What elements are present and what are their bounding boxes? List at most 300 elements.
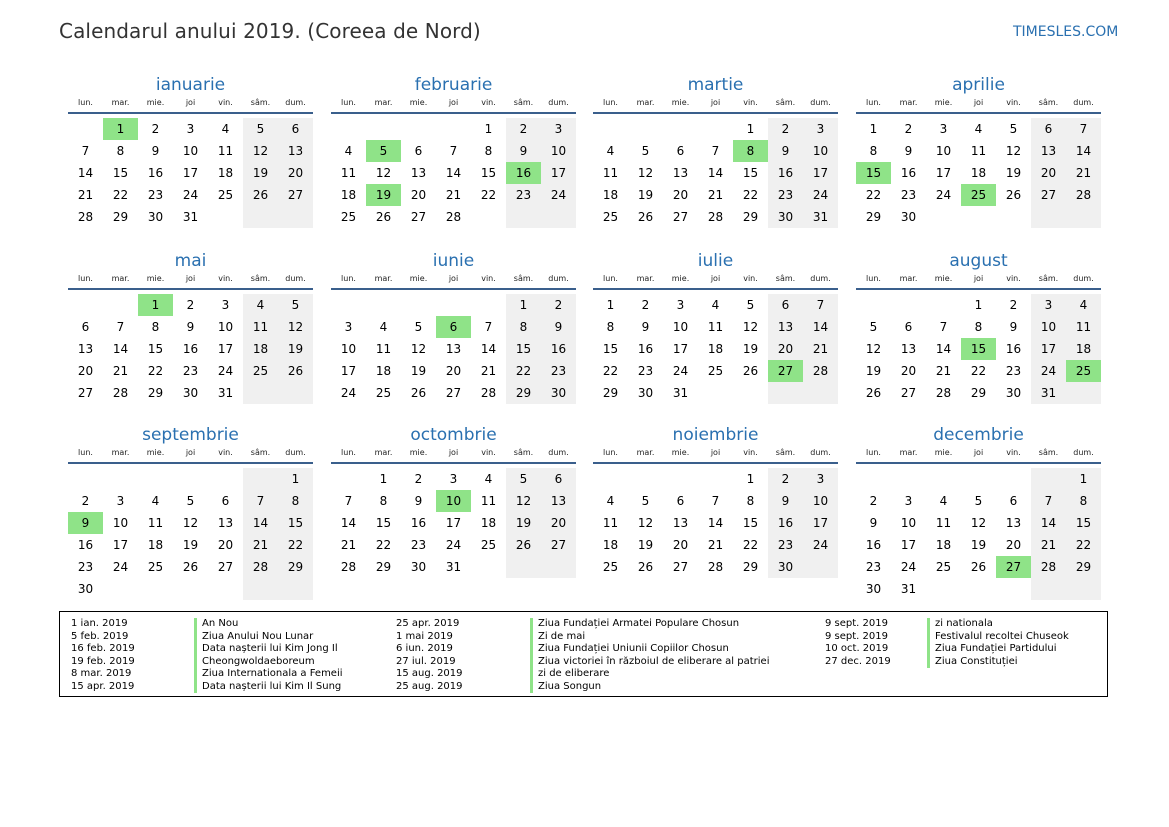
day-cell[interactable]: 8 bbox=[733, 140, 768, 162]
day-cell[interactable]: 6 bbox=[768, 294, 803, 316]
day-cell[interactable]: 5 bbox=[243, 118, 278, 140]
day-cell[interactable]: 11 bbox=[707, 320, 724, 334]
day-cell[interactable]: 21 bbox=[340, 538, 357, 552]
day-cell[interactable]: 26 bbox=[243, 184, 278, 206]
day-cell[interactable]: 14 bbox=[1066, 140, 1101, 162]
day-cell[interactable]: 2 bbox=[414, 472, 423, 486]
day-cell[interactable]: 7 bbox=[711, 144, 720, 158]
day-cell[interactable]: 26 bbox=[410, 386, 427, 400]
day-cell[interactable]: 22 bbox=[112, 188, 129, 202]
day-cell[interactable]: 13 bbox=[768, 316, 803, 338]
day-cell[interactable]: 2 bbox=[1009, 298, 1018, 312]
day-cell[interactable]: 10 bbox=[803, 490, 838, 512]
day-cell[interactable]: 13 bbox=[672, 166, 689, 180]
day-cell[interactable]: 1 bbox=[278, 468, 313, 490]
day-cell[interactable]: 15 bbox=[961, 338, 996, 360]
day-cell[interactable]: 9 bbox=[506, 140, 541, 162]
day-cell[interactable]: 18 bbox=[602, 188, 619, 202]
day-cell[interactable]: 10 bbox=[340, 342, 357, 356]
day-cell[interactable]: 28 bbox=[707, 210, 724, 224]
day-cell[interactable]: 14 bbox=[707, 516, 724, 530]
day-cell[interactable]: 11 bbox=[602, 516, 619, 530]
day-cell[interactable]: 10 bbox=[672, 320, 689, 334]
day-cell[interactable]: 3 bbox=[449, 472, 458, 486]
day-cell[interactable]: 31 bbox=[182, 210, 199, 224]
day-cell[interactable]: 30 bbox=[865, 582, 882, 596]
day-cell[interactable]: 29 bbox=[865, 210, 882, 224]
day-cell[interactable]: 28 bbox=[1066, 184, 1101, 206]
day-cell[interactable]: 25 bbox=[935, 560, 952, 574]
day-cell[interactable]: 1 bbox=[746, 122, 755, 136]
day-cell[interactable]: 30 bbox=[410, 560, 427, 574]
day-cell[interactable]: 9 bbox=[904, 144, 913, 158]
day-cell[interactable]: 5 bbox=[186, 494, 195, 508]
day-cell[interactable]: 16 bbox=[541, 338, 576, 360]
day-cell[interactable]: 20 bbox=[410, 188, 427, 202]
day-cell[interactable]: 27 bbox=[996, 556, 1031, 578]
day-cell[interactable]: 7 bbox=[803, 294, 838, 316]
day-cell[interactable]: 3 bbox=[344, 320, 353, 334]
day-cell[interactable]: 4 bbox=[243, 294, 278, 316]
day-cell[interactable]: 17 bbox=[672, 342, 689, 356]
day-cell[interactable]: 25 bbox=[217, 188, 234, 202]
day-cell[interactable]: 29 bbox=[1066, 556, 1101, 578]
day-cell[interactable]: 8 bbox=[278, 490, 313, 512]
day-cell[interactable]: 28 bbox=[480, 386, 497, 400]
day-cell[interactable]: 11 bbox=[243, 316, 278, 338]
day-cell[interactable]: 5 bbox=[641, 144, 650, 158]
day-cell[interactable]: 29 bbox=[970, 386, 987, 400]
day-cell[interactable]: 13 bbox=[1031, 140, 1066, 162]
day-cell[interactable]: 23 bbox=[541, 360, 576, 382]
day-cell[interactable]: 26 bbox=[278, 360, 313, 382]
day-cell[interactable]: 21 bbox=[1031, 534, 1066, 556]
day-cell[interactable]: 28 bbox=[803, 360, 838, 382]
day-cell[interactable]: 5 bbox=[366, 140, 401, 162]
day-cell[interactable]: 18 bbox=[217, 166, 234, 180]
day-cell[interactable]: 4 bbox=[151, 494, 160, 508]
day-cell[interactable]: 16 bbox=[77, 538, 94, 552]
day-cell[interactable]: 27 bbox=[768, 360, 803, 382]
day-cell[interactable]: 18 bbox=[1066, 338, 1101, 360]
day-cell[interactable]: 4 bbox=[344, 144, 353, 158]
day-cell[interactable]: 17 bbox=[803, 512, 838, 534]
day-cell[interactable]: 29 bbox=[742, 210, 759, 224]
day-cell[interactable]: 27 bbox=[410, 210, 427, 224]
day-cell[interactable]: 31 bbox=[900, 582, 917, 596]
day-cell[interactable]: 18 bbox=[375, 364, 392, 378]
day-cell[interactable]: 4 bbox=[939, 494, 948, 508]
day-cell[interactable]: 5 bbox=[1009, 122, 1018, 136]
day-cell[interactable]: 26 bbox=[506, 534, 541, 556]
day-cell[interactable]: 21 bbox=[243, 534, 278, 556]
day-cell[interactable]: 3 bbox=[939, 122, 948, 136]
day-cell[interactable]: 25 bbox=[602, 210, 619, 224]
day-cell[interactable]: 9 bbox=[1009, 320, 1018, 334]
day-cell[interactable]: 4 bbox=[221, 122, 230, 136]
day-cell[interactable]: 13 bbox=[1005, 516, 1022, 530]
day-cell[interactable]: 23 bbox=[410, 538, 427, 552]
day-cell[interactable]: 17 bbox=[182, 166, 199, 180]
day-cell[interactable]: 28 bbox=[1031, 556, 1066, 578]
day-cell[interactable]: 10 bbox=[217, 320, 234, 334]
day-cell[interactable]: 1 bbox=[869, 122, 878, 136]
day-cell[interactable]: 9 bbox=[414, 494, 423, 508]
day-cell[interactable]: 14 bbox=[707, 166, 724, 180]
day-cell[interactable]: 8 bbox=[746, 494, 755, 508]
day-cell[interactable]: 18 bbox=[243, 338, 278, 360]
day-cell[interactable]: 25 bbox=[602, 560, 619, 574]
day-cell[interactable]: 16 bbox=[506, 162, 541, 184]
day-cell[interactable]: 3 bbox=[116, 494, 125, 508]
day-cell[interactable]: 2 bbox=[768, 118, 803, 140]
day-cell[interactable]: 6 bbox=[541, 468, 576, 490]
day-cell[interactable]: 15 bbox=[375, 516, 392, 530]
day-cell[interactable]: 26 bbox=[742, 364, 759, 378]
day-cell[interactable]: 3 bbox=[803, 118, 838, 140]
day-cell[interactable]: 22 bbox=[742, 188, 759, 202]
day-cell[interactable]: 24 bbox=[112, 560, 129, 574]
day-cell[interactable]: 20 bbox=[541, 512, 576, 534]
day-cell[interactable]: 29 bbox=[147, 386, 164, 400]
day-cell[interactable]: 17 bbox=[541, 162, 576, 184]
day-cell[interactable]: 7 bbox=[711, 494, 720, 508]
day-cell[interactable]: 29 bbox=[602, 386, 619, 400]
day-cell[interactable]: 10 bbox=[1031, 316, 1066, 338]
day-cell[interactable]: 10 bbox=[182, 144, 199, 158]
day-cell[interactable]: 9 bbox=[641, 320, 650, 334]
day-cell[interactable]: 23 bbox=[768, 534, 803, 556]
day-cell[interactable]: 3 bbox=[676, 298, 685, 312]
day-cell[interactable]: 6 bbox=[81, 320, 90, 334]
day-cell[interactable]: 30 bbox=[182, 386, 199, 400]
day-cell[interactable]: 23 bbox=[147, 188, 164, 202]
day-cell[interactable]: 31 bbox=[803, 206, 838, 228]
day-cell[interactable]: 27 bbox=[900, 386, 917, 400]
day-cell[interactable]: 27 bbox=[672, 210, 689, 224]
day-cell[interactable]: 1 bbox=[974, 298, 983, 312]
day-cell[interactable]: 22 bbox=[1066, 534, 1101, 556]
day-cell[interactable]: 28 bbox=[112, 386, 129, 400]
day-cell[interactable]: 13 bbox=[900, 342, 917, 356]
day-cell[interactable]: 9 bbox=[869, 516, 878, 530]
day-cell[interactable]: 15 bbox=[742, 166, 759, 180]
day-cell[interactable]: 1 bbox=[746, 472, 755, 486]
brand-link[interactable]: TIMESLES.COM bbox=[1013, 24, 1119, 40]
day-cell[interactable]: 24 bbox=[803, 184, 838, 206]
day-cell[interactable]: 3 bbox=[803, 468, 838, 490]
day-cell[interactable]: 11 bbox=[480, 494, 497, 508]
day-cell[interactable]: 19 bbox=[1005, 166, 1022, 180]
day-cell[interactable]: 10 bbox=[900, 516, 917, 530]
day-cell[interactable]: 19 bbox=[970, 538, 987, 552]
day-cell[interactable]: 14 bbox=[243, 512, 278, 534]
day-cell[interactable]: 8 bbox=[974, 320, 983, 334]
day-cell[interactable]: 19 bbox=[637, 188, 654, 202]
day-cell[interactable]: 12 bbox=[1005, 144, 1022, 158]
day-cell[interactable]: 5 bbox=[278, 294, 313, 316]
day-cell[interactable]: 12 bbox=[278, 316, 313, 338]
day-cell[interactable]: 21 bbox=[707, 188, 724, 202]
day-cell[interactable]: 10 bbox=[935, 144, 952, 158]
day-cell[interactable]: 1 bbox=[606, 298, 615, 312]
day-cell[interactable]: 23 bbox=[768, 184, 803, 206]
day-cell[interactable]: 15 bbox=[506, 338, 541, 360]
day-cell[interactable]: 31 bbox=[445, 560, 462, 574]
day-cell[interactable]: 7 bbox=[1031, 490, 1066, 512]
day-cell[interactable]: 2 bbox=[869, 494, 878, 508]
day-cell[interactable]: 24 bbox=[541, 184, 576, 206]
day-cell[interactable]: 23 bbox=[77, 560, 94, 574]
day-cell[interactable]: 28 bbox=[935, 386, 952, 400]
day-cell[interactable]: 17 bbox=[803, 162, 838, 184]
day-cell[interactable]: 27 bbox=[217, 560, 234, 574]
day-cell[interactable]: 27 bbox=[77, 386, 94, 400]
day-cell[interactable]: 24 bbox=[803, 534, 838, 556]
day-cell[interactable]: 14 bbox=[77, 166, 94, 180]
day-cell[interactable]: 5 bbox=[746, 298, 755, 312]
day-cell[interactable]: 11 bbox=[970, 144, 987, 158]
day-cell[interactable]: 4 bbox=[1066, 294, 1101, 316]
day-cell[interactable]: 20 bbox=[445, 364, 462, 378]
day-cell[interactable]: 20 bbox=[278, 162, 313, 184]
day-cell[interactable]: 15 bbox=[147, 342, 164, 356]
day-cell[interactable]: 25 bbox=[480, 538, 497, 552]
day-cell[interactable]: 14 bbox=[480, 342, 497, 356]
day-cell[interactable]: 4 bbox=[379, 320, 388, 334]
day-cell[interactable]: 12 bbox=[506, 490, 541, 512]
day-cell[interactable]: 4 bbox=[711, 298, 720, 312]
day-cell[interactable]: 3 bbox=[541, 118, 576, 140]
day-cell[interactable]: 12 bbox=[375, 166, 392, 180]
day-cell[interactable]: 11 bbox=[217, 144, 234, 158]
day-cell[interactable]: 23 bbox=[865, 560, 882, 574]
day-cell[interactable]: 25 bbox=[243, 360, 278, 382]
day-cell[interactable]: 8 bbox=[506, 316, 541, 338]
day-cell[interactable]: 11 bbox=[147, 516, 164, 530]
day-cell[interactable]: 1 bbox=[1066, 468, 1101, 490]
day-cell[interactable]: 30 bbox=[637, 386, 654, 400]
day-cell[interactable]: 29 bbox=[375, 560, 392, 574]
day-cell[interactable]: 13 bbox=[672, 516, 689, 530]
day-cell[interactable]: 18 bbox=[147, 538, 164, 552]
day-cell[interactable]: 11 bbox=[1066, 316, 1101, 338]
day-cell[interactable]: 2 bbox=[151, 122, 160, 136]
day-cell[interactable]: 12 bbox=[865, 342, 882, 356]
day-cell[interactable]: 30 bbox=[147, 210, 164, 224]
day-cell[interactable]: 13 bbox=[217, 516, 234, 530]
day-cell[interactable]: 7 bbox=[116, 320, 125, 334]
day-cell[interactable]: 24 bbox=[445, 538, 462, 552]
day-cell[interactable]: 7 bbox=[484, 320, 493, 334]
day-cell[interactable]: 2 bbox=[186, 298, 195, 312]
day-cell[interactable]: 23 bbox=[506, 184, 541, 206]
day-cell[interactable]: 9 bbox=[68, 512, 103, 534]
day-cell[interactable]: 5 bbox=[641, 494, 650, 508]
day-cell[interactable]: 29 bbox=[742, 560, 759, 574]
day-cell[interactable]: 22 bbox=[742, 538, 759, 552]
day-cell[interactable]: 18 bbox=[602, 538, 619, 552]
day-cell[interactable]: 31 bbox=[1031, 382, 1066, 404]
day-cell[interactable]: 14 bbox=[803, 316, 838, 338]
day-cell[interactable]: 18 bbox=[480, 516, 497, 530]
day-cell[interactable]: 6 bbox=[414, 144, 423, 158]
day-cell[interactable]: 25 bbox=[147, 560, 164, 574]
day-cell[interactable]: 24 bbox=[1031, 360, 1066, 382]
day-cell[interactable]: 27 bbox=[541, 534, 576, 556]
day-cell[interactable]: 15 bbox=[112, 166, 129, 180]
day-cell[interactable]: 13 bbox=[445, 342, 462, 356]
day-cell[interactable]: 12 bbox=[410, 342, 427, 356]
day-cell[interactable]: 23 bbox=[637, 364, 654, 378]
day-cell[interactable]: 16 bbox=[865, 538, 882, 552]
day-cell[interactable]: 28 bbox=[77, 210, 94, 224]
day-cell[interactable]: 1 bbox=[379, 472, 388, 486]
day-cell[interactable]: 9 bbox=[768, 490, 803, 512]
day-cell[interactable]: 16 bbox=[637, 342, 654, 356]
day-cell[interactable]: 10 bbox=[541, 140, 576, 162]
day-cell[interactable]: 22 bbox=[506, 360, 541, 382]
day-cell[interactable]: 2 bbox=[506, 118, 541, 140]
day-cell[interactable]: 21 bbox=[935, 364, 952, 378]
day-cell[interactable]: 4 bbox=[606, 494, 615, 508]
day-cell[interactable]: 21 bbox=[112, 364, 129, 378]
day-cell[interactable]: 6 bbox=[278, 118, 313, 140]
day-cell[interactable]: 7 bbox=[243, 490, 278, 512]
day-cell[interactable]: 12 bbox=[742, 320, 759, 334]
day-cell[interactable]: 26 bbox=[865, 386, 882, 400]
day-cell[interactable]: 15 bbox=[1066, 512, 1101, 534]
day-cell[interactable]: 12 bbox=[243, 140, 278, 162]
day-cell[interactable]: 13 bbox=[278, 140, 313, 162]
day-cell[interactable]: 24 bbox=[935, 188, 952, 202]
day-cell[interactable]: 19 bbox=[182, 538, 199, 552]
day-cell[interactable]: 6 bbox=[1031, 118, 1066, 140]
day-cell[interactable]: 30 bbox=[768, 206, 803, 228]
day-cell[interactable]: 26 bbox=[637, 210, 654, 224]
day-cell[interactable]: 19 bbox=[637, 538, 654, 552]
day-cell[interactable]: 3 bbox=[221, 298, 230, 312]
day-cell[interactable]: 9 bbox=[186, 320, 195, 334]
day-cell[interactable]: 9 bbox=[541, 316, 576, 338]
day-cell[interactable]: 7 bbox=[1066, 118, 1101, 140]
day-cell[interactable]: 19 bbox=[865, 364, 882, 378]
day-cell[interactable]: 10 bbox=[803, 140, 838, 162]
day-cell[interactable]: 6 bbox=[436, 316, 471, 338]
day-cell[interactable]: 14 bbox=[445, 166, 462, 180]
day-cell[interactable]: 4 bbox=[606, 144, 615, 158]
day-cell[interactable]: 27 bbox=[278, 184, 313, 206]
day-cell[interactable]: 3 bbox=[1031, 294, 1066, 316]
day-cell[interactable]: 29 bbox=[278, 556, 313, 578]
day-cell[interactable]: 28 bbox=[243, 556, 278, 578]
day-cell[interactable]: 19 bbox=[366, 184, 401, 206]
day-cell[interactable]: 17 bbox=[1031, 338, 1066, 360]
day-cell[interactable]: 8 bbox=[116, 144, 125, 158]
day-cell[interactable]: 22 bbox=[970, 364, 987, 378]
day-cell[interactable]: 17 bbox=[935, 166, 952, 180]
day-cell[interactable]: 19 bbox=[410, 364, 427, 378]
day-cell[interactable]: 18 bbox=[707, 342, 724, 356]
day-cell[interactable]: 20 bbox=[900, 364, 917, 378]
day-cell[interactable]: 5 bbox=[506, 468, 541, 490]
day-cell[interactable]: 14 bbox=[340, 516, 357, 530]
day-cell[interactable]: 24 bbox=[672, 364, 689, 378]
day-cell[interactable]: 18 bbox=[340, 188, 357, 202]
day-cell[interactable]: 27 bbox=[445, 386, 462, 400]
day-cell[interactable]: 17 bbox=[112, 538, 129, 552]
day-cell[interactable]: 12 bbox=[970, 516, 987, 530]
day-cell[interactable]: 2 bbox=[81, 494, 90, 508]
day-cell[interactable]: 26 bbox=[375, 210, 392, 224]
day-cell[interactable]: 28 bbox=[707, 560, 724, 574]
day-cell[interactable]: 18 bbox=[935, 538, 952, 552]
day-cell[interactable]: 8 bbox=[606, 320, 615, 334]
day-cell[interactable]: 20 bbox=[1031, 162, 1066, 184]
day-cell[interactable]: 7 bbox=[81, 144, 90, 158]
day-cell[interactable]: 22 bbox=[278, 534, 313, 556]
day-cell[interactable]: 22 bbox=[375, 538, 392, 552]
day-cell[interactable]: 20 bbox=[672, 188, 689, 202]
day-cell[interactable]: 30 bbox=[541, 382, 576, 404]
day-cell[interactable]: 27 bbox=[672, 560, 689, 574]
day-cell[interactable]: 13 bbox=[77, 342, 94, 356]
day-cell[interactable]: 6 bbox=[676, 144, 685, 158]
day-cell[interactable]: 20 bbox=[77, 364, 94, 378]
day-cell[interactable]: 2 bbox=[541, 294, 576, 316]
day-cell[interactable]: 12 bbox=[637, 516, 654, 530]
day-cell[interactable]: 14 bbox=[112, 342, 129, 356]
day-cell[interactable]: 10 bbox=[436, 490, 471, 512]
day-cell[interactable]: 14 bbox=[1031, 512, 1066, 534]
day-cell[interactable]: 13 bbox=[410, 166, 427, 180]
day-cell[interactable]: 15 bbox=[480, 166, 497, 180]
day-cell[interactable]: 25 bbox=[707, 364, 724, 378]
day-cell[interactable]: 2 bbox=[768, 468, 803, 490]
day-cell[interactable]: 16 bbox=[1005, 342, 1022, 356]
day-cell[interactable]: 6 bbox=[904, 320, 913, 334]
day-cell[interactable]: 7 bbox=[939, 320, 948, 334]
day-cell[interactable]: 22 bbox=[147, 364, 164, 378]
day-cell[interactable]: 21 bbox=[803, 338, 838, 360]
day-cell[interactable]: 23 bbox=[182, 364, 199, 378]
day-cell[interactable]: 25 bbox=[340, 210, 357, 224]
day-cell[interactable]: 5 bbox=[414, 320, 423, 334]
day-cell[interactable]: 23 bbox=[900, 188, 917, 202]
day-cell[interactable]: 16 bbox=[410, 516, 427, 530]
day-cell[interactable]: 21 bbox=[707, 538, 724, 552]
day-cell[interactable]: 26 bbox=[182, 560, 199, 574]
day-cell[interactable]: 20 bbox=[1005, 538, 1022, 552]
day-cell[interactable]: 20 bbox=[217, 538, 234, 552]
day-cell[interactable]: 22 bbox=[480, 188, 497, 202]
day-cell[interactable]: 21 bbox=[480, 364, 497, 378]
day-cell[interactable]: 22 bbox=[602, 364, 619, 378]
day-cell[interactable]: 1 bbox=[506, 294, 541, 316]
day-cell[interactable]: 15 bbox=[278, 512, 313, 534]
day-cell[interactable]: 19 bbox=[243, 162, 278, 184]
day-cell[interactable]: 16 bbox=[768, 512, 803, 534]
day-cell[interactable]: 12 bbox=[637, 166, 654, 180]
day-cell[interactable]: 24 bbox=[217, 364, 234, 378]
day-cell[interactable]: 24 bbox=[900, 560, 917, 574]
day-cell[interactable]: 8 bbox=[379, 494, 388, 508]
day-cell[interactable]: 8 bbox=[869, 144, 878, 158]
day-cell[interactable]: 4 bbox=[484, 472, 493, 486]
day-cell[interactable]: 19 bbox=[506, 512, 541, 534]
day-cell[interactable]: 1 bbox=[138, 294, 173, 316]
day-cell[interactable]: 6 bbox=[1009, 494, 1018, 508]
